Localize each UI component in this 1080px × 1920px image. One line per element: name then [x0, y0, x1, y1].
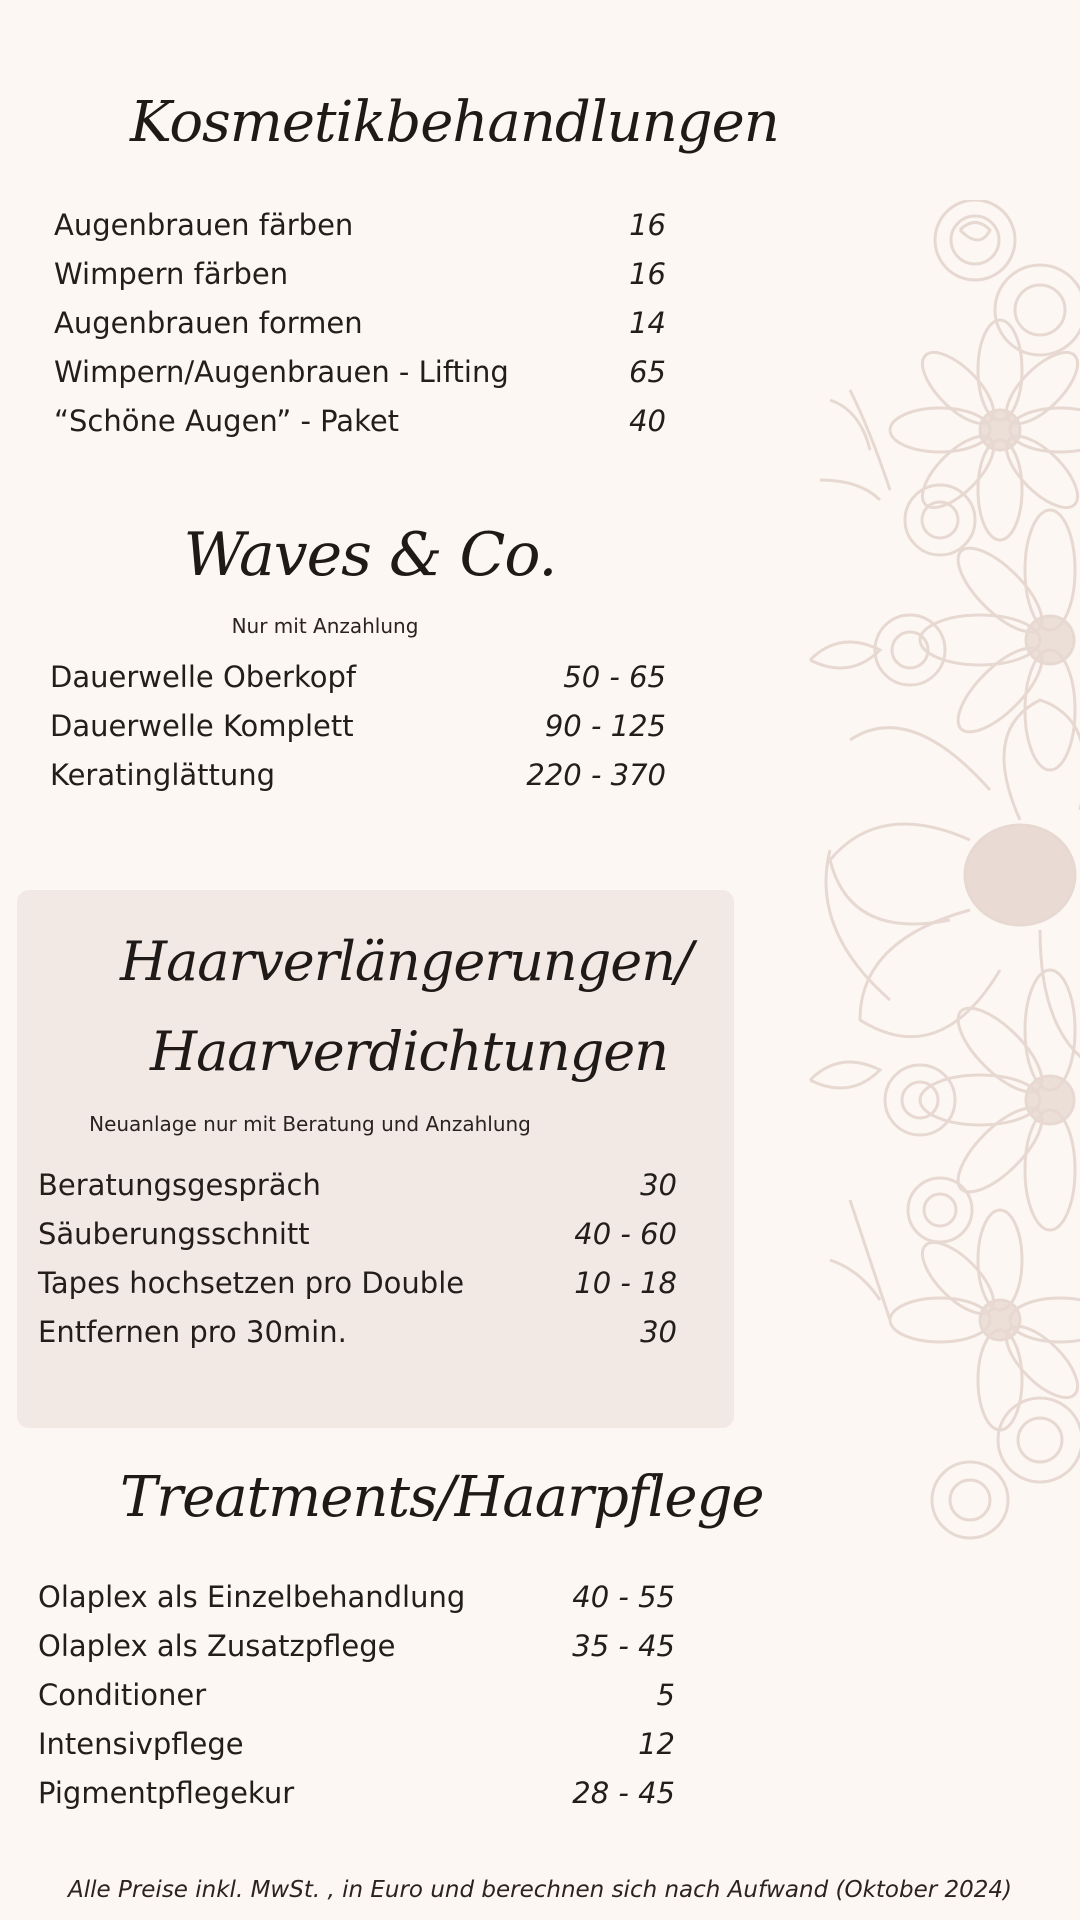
section-subtitle-waves: Nur mit Anzahlung [231, 614, 419, 638]
section-title-kosmetik: Kosmetikbehandlungen [130, 90, 779, 155]
list-item [38, 1258, 677, 1307]
item-price: 14 [629, 305, 666, 340]
item-price: 40 - 60 [574, 1216, 677, 1251]
item-price: 16 [629, 256, 666, 291]
section-title-treatments: Treatments/Haarpflege [120, 1465, 764, 1530]
list-item [38, 1768, 675, 1817]
item-name: Olaplex als Zusatzpflege [38, 1628, 396, 1663]
item-name: “Schöne Augen” - Paket [54, 403, 400, 438]
list-item [38, 1719, 675, 1768]
item-name: Pigmentpflegekur [38, 1775, 295, 1810]
list-item [38, 1572, 675, 1621]
item-name: Olaplex als Einzelbehandlung [38, 1579, 466, 1614]
list-item [54, 249, 666, 298]
item-price: 30 [640, 1167, 677, 1202]
list-item [38, 1621, 675, 1670]
list-item [38, 1160, 677, 1209]
item-price: 50 - 65 [563, 659, 666, 694]
item-price: 65 [629, 354, 666, 389]
section-title-extensions-line1: Haarverlängerungen/ [120, 930, 693, 993]
item-name: Tapes hochsetzen pro Double [38, 1265, 465, 1300]
item-name: Wimpern färben [54, 256, 289, 291]
item-price: 28 - 45 [572, 1775, 675, 1810]
price-list-extensions [38, 1160, 677, 1356]
footer-note: Alle Preise inkl. MwSt. , in Euro und berechnen sich nach Aufwand (Oktober 2024) [67, 1877, 1012, 1903]
item-name: Dauerwelle Oberkopf [50, 659, 357, 694]
item-price: 5 [656, 1677, 675, 1712]
list-item [54, 347, 666, 396]
price-list-treatments [38, 1572, 675, 1817]
rose-icon [935, 200, 1015, 280]
item-name: Säuberungsschnitt [38, 1216, 310, 1251]
item-price: 35 - 45 [572, 1628, 675, 1663]
list-item [50, 652, 666, 701]
list-item [54, 298, 666, 347]
list-item [50, 701, 666, 750]
item-price: 90 - 125 [544, 708, 666, 743]
list-item [54, 396, 666, 445]
item-price: 30 [640, 1314, 677, 1349]
item-price: 40 [629, 403, 666, 438]
floral-decoration [790, 200, 1080, 1550]
list-item [50, 750, 666, 799]
item-name: Dauerwelle Komplett [50, 708, 354, 743]
item-name: Augenbrauen formen [54, 305, 363, 340]
item-name: Wimpern/Augenbrauen - Lifting [54, 354, 509, 389]
anemone-icon [826, 700, 1080, 1070]
list-item [38, 1670, 675, 1719]
section-subtitle-extensions: Neuanlage nur mit Beratung und Anzahlung [89, 1112, 531, 1136]
item-name: Augenbrauen färben [54, 207, 354, 242]
section-title-waves: Waves & Co. [183, 520, 557, 590]
item-name: Conditioner [38, 1677, 207, 1712]
item-price: 16 [629, 207, 666, 242]
item-name: Keratinglättung [50, 757, 276, 792]
item-name: Beratungsgespräch [38, 1167, 321, 1202]
item-name: Entfernen pro 30min. [38, 1314, 347, 1349]
list-item [38, 1209, 677, 1258]
price-list-waves [50, 652, 666, 799]
section-title-extensions-line2: Haarverdichtungen [150, 1020, 668, 1083]
item-price: 40 - 55 [572, 1579, 675, 1614]
item-name: Intensivpflege [38, 1726, 244, 1761]
item-price: 220 - 370 [526, 757, 666, 792]
item-price: 10 - 18 [574, 1265, 677, 1300]
price-list-kosmetik [54, 200, 666, 445]
list-item [54, 200, 666, 249]
list-item [38, 1307, 677, 1356]
item-price: 12 [638, 1726, 675, 1761]
